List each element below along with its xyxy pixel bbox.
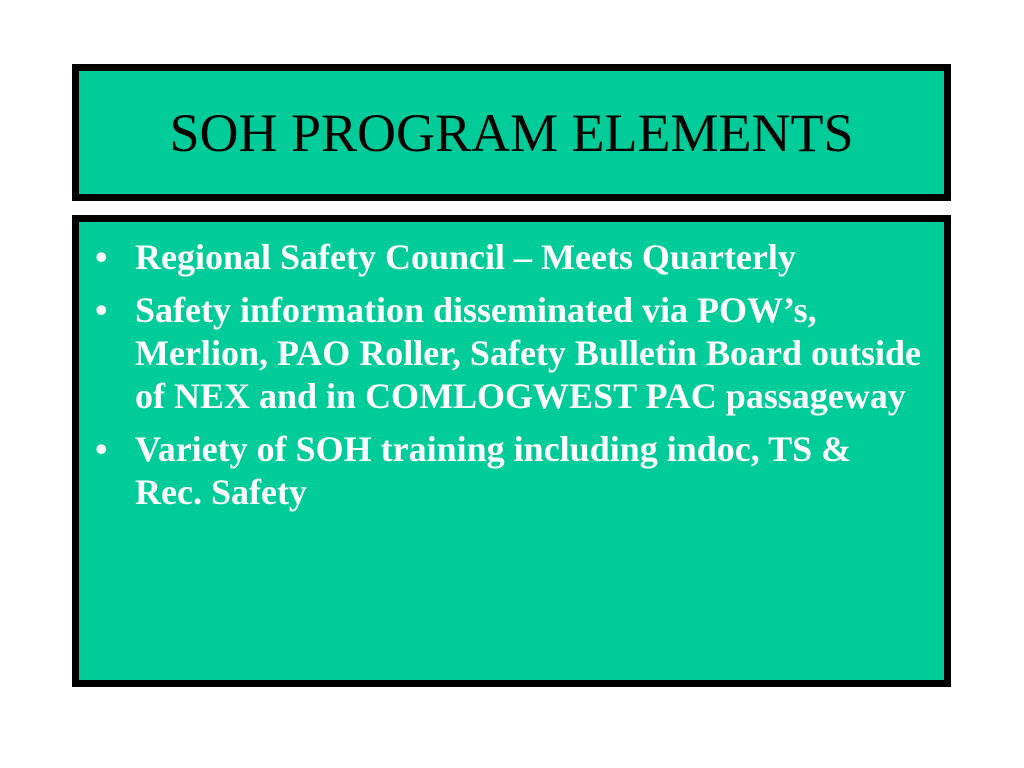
bullet-item (91, 236, 924, 279)
bullet-item (91, 289, 924, 418)
bullet-icon: • (95, 237, 108, 277)
bullet-text: Safety information disseminated via POW’s, Merlion, PAO Roller, Safety Bulletin Board outside of NEX and in COMLOGWEST PAC passageway (135, 290, 921, 416)
bullet-icon: • (95, 290, 108, 330)
slide-title: SOH PROGRAM ELEMENTS (169, 102, 854, 163)
bullet-icon: • (95, 429, 108, 469)
content-panel (72, 215, 951, 687)
bullet-text: Variety of SOH training including indoc, TS & Rec. Safety (135, 429, 852, 512)
bullet-item (91, 428, 924, 514)
title-panel (72, 64, 951, 201)
bullet-list (79, 222, 944, 514)
bullet-text: Regional Safety Council – Meets Quarterly (135, 237, 796, 277)
